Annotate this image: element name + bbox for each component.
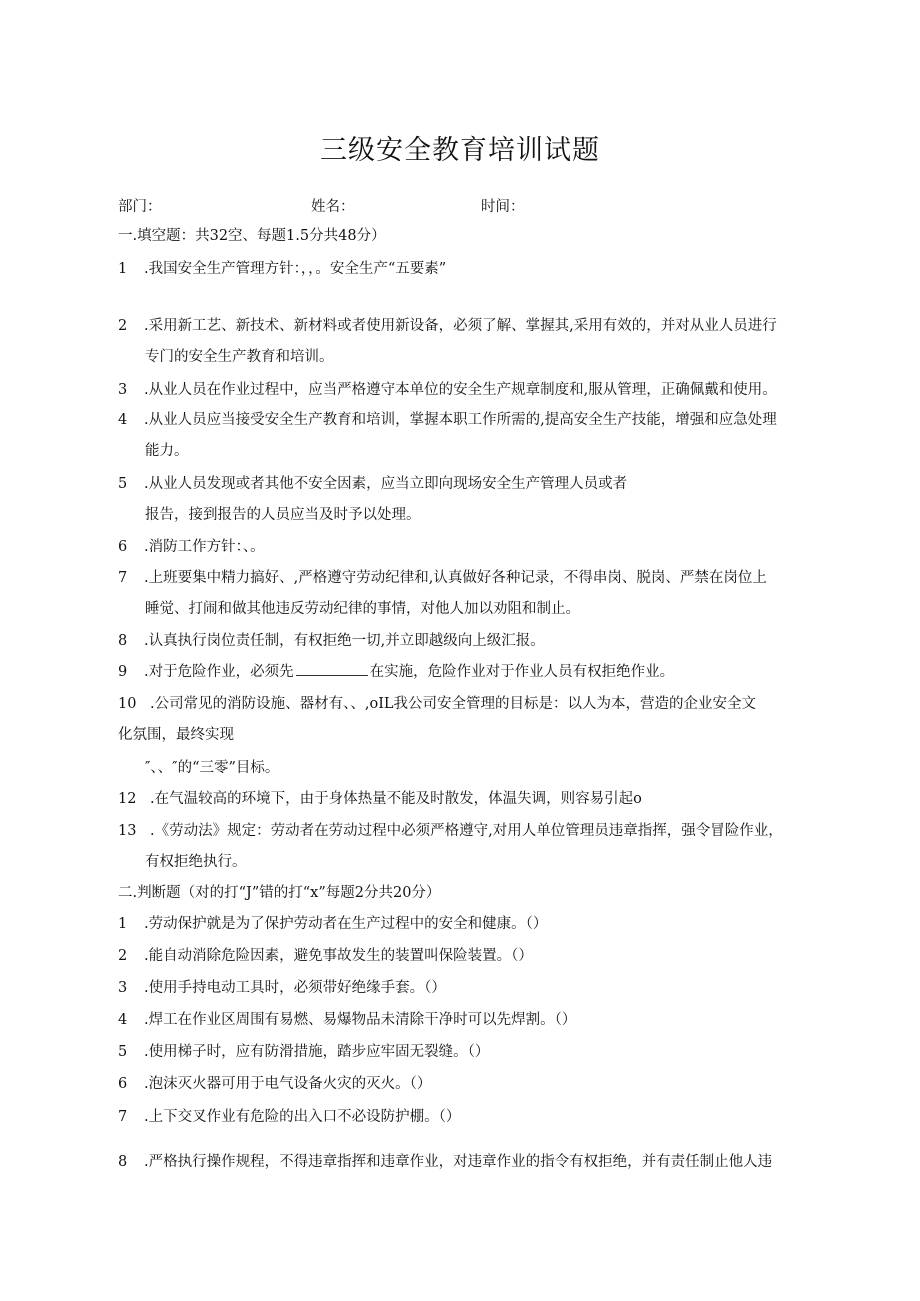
question-text: .认真执行岗位责任制，有权拒绝一切,并立即越级向上级汇报。 [144,633,545,649]
question-5-continued: 报告，接到报告的人员应当及时予以处理。 [145,507,421,523]
question-10 [118,694,756,714]
question-text: .对于危险作业，必须先 [144,664,294,680]
question-7 [118,568,767,588]
question-7-continued: 睡觉、打闹和做其他违反劳动纪律的事情，对他人加以劝阻和制止。 [145,601,580,617]
item-text: .上下交叉作业有危险的出入口不必设防护棚。（） [144,1109,461,1125]
name-label: 姓名： [311,199,355,215]
time-label: 时间： [481,199,525,215]
item-number: 6 [118,1076,128,1092]
item-number: 2 [118,948,128,964]
judgment-item [118,1074,431,1094]
judgment-item [118,914,547,934]
question-9 [118,662,674,682]
item-number: 1 [118,916,128,932]
item-number: 4 [118,1012,128,1028]
item-number: 3 [118,980,128,996]
judgment-item [118,978,446,998]
question-text: .我国安全生产管理方针：，，。安全生产“五要素” [144,261,447,277]
question-number: 6 [118,539,128,555]
question-number: 8 [118,633,128,649]
judgment-item [118,1042,489,1062]
question-number: 7 [118,570,128,586]
question-text: .公司常见的消防设施、器材有、、,oIL我公司安全管理的目标是：以人为本，营造的企业安全文 [150,696,757,712]
question-3 [118,380,777,400]
question-13-continued: 有权拒绝执行。 [145,854,247,870]
judgment-item [118,1107,460,1127]
item-number: 5 [118,1044,128,1060]
question-number: 2 [118,318,128,334]
question-6 [118,537,265,557]
question-text: .采用新工艺、新技术、新材料或者使用新设备，必须了解、掌握其,采用有效的，并对从业人员进行 [144,318,777,334]
item-text: .泡沫灭火器可用于电气设备火灾的灭火。（） [144,1076,432,1092]
question-8 [118,631,545,651]
question-12 [118,789,642,809]
question-2 [118,316,777,336]
question-number: 13 [118,823,137,839]
question-5 [118,474,627,494]
question-number: 1 [118,261,128,277]
question-text-tail: 在实施，危险作业对于作业人员有权拒绝作业。 [369,664,675,680]
question-text: .《劳动法》规定：劳动者在劳动过程中必须严格遵守,对用人单位管理员违章指挥，强令冒险作业， [150,823,783,839]
judgment-item [118,1010,576,1030]
question-number: 4 [118,412,128,428]
question-10-continued: 化氛围，最终实现 [118,727,234,743]
judgment-item [118,946,533,966]
section1-heading: 一.填空题：共32空、每题1.5分共48分） [118,228,386,244]
question-10-continued-2: ″、、″的“三零”目标。 [145,760,280,776]
question-text: .从业人员在作业过程中，应当严格遵守本单位的安全生产规章制度和,服从管理，正确佩戴和使用。 [144,382,777,398]
item-number: 8 [118,1154,128,1170]
question-13 [118,821,783,841]
question-2-continued: 专门的安全生产教育和培训。 [145,349,334,365]
question-1 [118,259,446,279]
item-text: .使用梯子时，应有防滑措施，踏步应牢固无裂缝。（） [144,1044,490,1060]
section2-heading: 二.判断题（对的打“J”错的打“x”每题2分共20分） [118,885,441,901]
item-text: .能自动消除危险因素，避免事故发生的装置叫保险装置。（） [144,948,533,964]
item-text: .使用手持电动工具时，必须带好绝缘手套。（） [144,980,446,996]
question-number: 5 [118,476,128,492]
question-4 [118,410,777,430]
question-text: .从业人员发现或者其他不安全因素，应当立即向现场安全生产管理人员或者 [144,476,628,492]
page-title: 三级安全教育培训试题 [320,135,600,166]
question-number: 3 [118,382,128,398]
item-text: .焊工在作业区周围有易燃、易爆物品未清除干净时可以先焊割。（） [144,1012,577,1028]
item-text: .劳动保护就是为了保护劳动者在生产过程中的安全和健康。（） [144,916,548,932]
question-number: 12 [118,791,137,807]
item-text: .严格执行操作规程，不得违章指挥和违章作业，对违章作业的指令有权拒绝，并有责任制止他人违 [144,1154,773,1170]
item-number: 7 [118,1109,128,1125]
question-4-continued: 能力。 [145,443,189,459]
answer-blank [296,663,368,676]
question-text: .上班要集中精力搞好、,严格遵守劳动纪律和,认真做好各种记录，不得串岗、脱岗、严禁在岗位上 [144,570,767,586]
question-text: .消防工作方针：、。 [144,539,265,555]
judgment-item [118,1152,772,1172]
dept-label: 部门： [118,199,162,215]
question-number: 10 [118,696,137,712]
question-text: .从业人员应当接受安全生产教育和培训，掌握本职工作所需的,提高安全生产技能，增强和应急处理 [144,412,777,428]
question-text: .在气温较高的环境下，由于身体热量不能及时散发，体温失调，则容易引起o [150,791,642,807]
question-number: 9 [118,664,128,680]
